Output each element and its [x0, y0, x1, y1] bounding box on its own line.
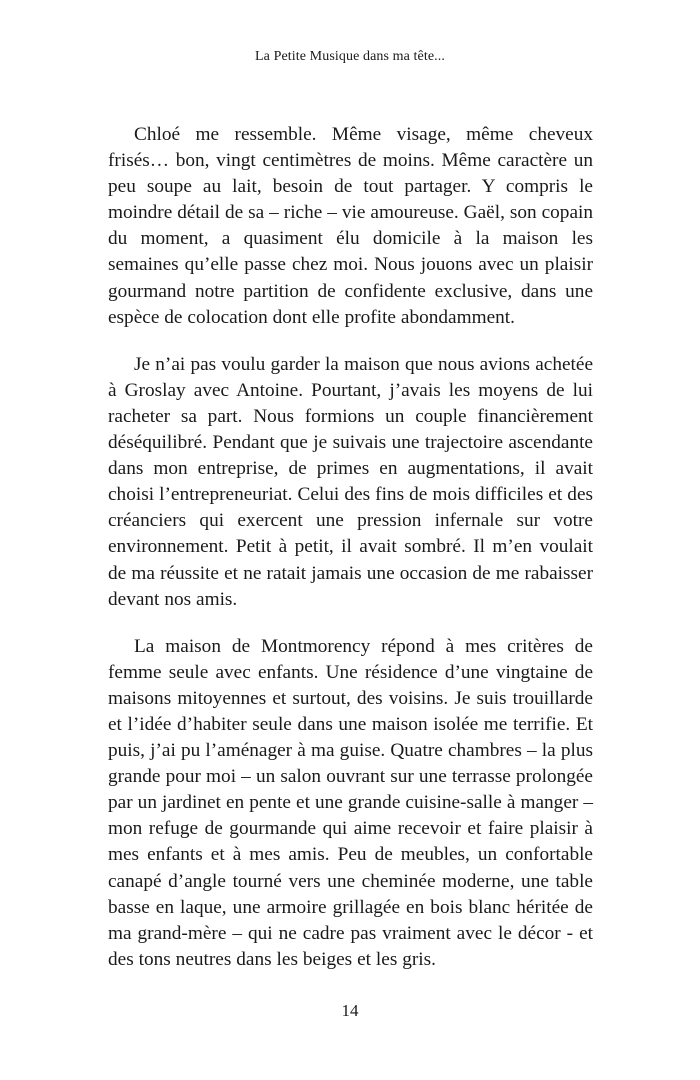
running-header: La Petite Musique dans ma tête... [255, 49, 445, 64]
paragraph: Chloé me ressemble. Même visage, même cheveux frisés… bon, vingt centimètres de moins. Même caractère un peu soupe au lait, besoin de tout partager. Y compris le moindre détail de sa – riche – vie amoureuse. Gaël, son copain du moment, a quasiment élu domicile à la maison les semaines qu’elle passe chez moi. Nous jouons avec un plaisir gourmand notre partition de confidente exclusive, dans une espèce de colocation dont elle profite abondamment. [108, 124, 593, 328]
body-text-block [108, 122, 593, 973]
page-number: 14 [341, 1001, 359, 1020]
paragraph: La maison de Montmorency répond à mes critères de femme seule avec enfants. Une résidence d’une vingtaine de maisons mitoyennes et surtout, des voisins. Je suis trouillarde et l’idée d’habiter seule dans une maison isolée me terrifie. Et puis, j’ai pu l’aménager à ma guise. Quatre chambres – la plus grande pour moi – un salon ouvrant sur une terrasse prolongée par un jardinet en pente et une grande cuisine-salle à manger – mon refuge de gourmande qui aime recevoir et faire plaisir à mes enfants et à mes amis. Peu de meubles, un confortable canapé d’angle tourné vers une cheminée moderne, une table basse en laque, une armoire grillagée en bois blanc héritée de ma grand-mère – qui ne cadre pas vraiment avec le décor - et des tons neutres dans les beiges et les gris. [108, 635, 593, 970]
paragraph: Je n’ai pas voulu garder la maison que nous avions achetée à Groslay avec Antoine. Pourtant, j’avais les moyens de lui racheter sa part. Nous formions un couple financièrement déséquilibré. Pendant que je suivais une trajectoire ascendante dans mon entreprise, de primes en augmentations, il avait choisi l’entrepreneuriat. Celui des fins de mois difficiles et des créanciers qui exercent une pression infernale sur votre environnement. Petit à petit, il avait sombré. Il m’en voulait de ma réussite et ne ratait jamais une occasion de me rabaisser devant nos amis. [108, 353, 593, 610]
